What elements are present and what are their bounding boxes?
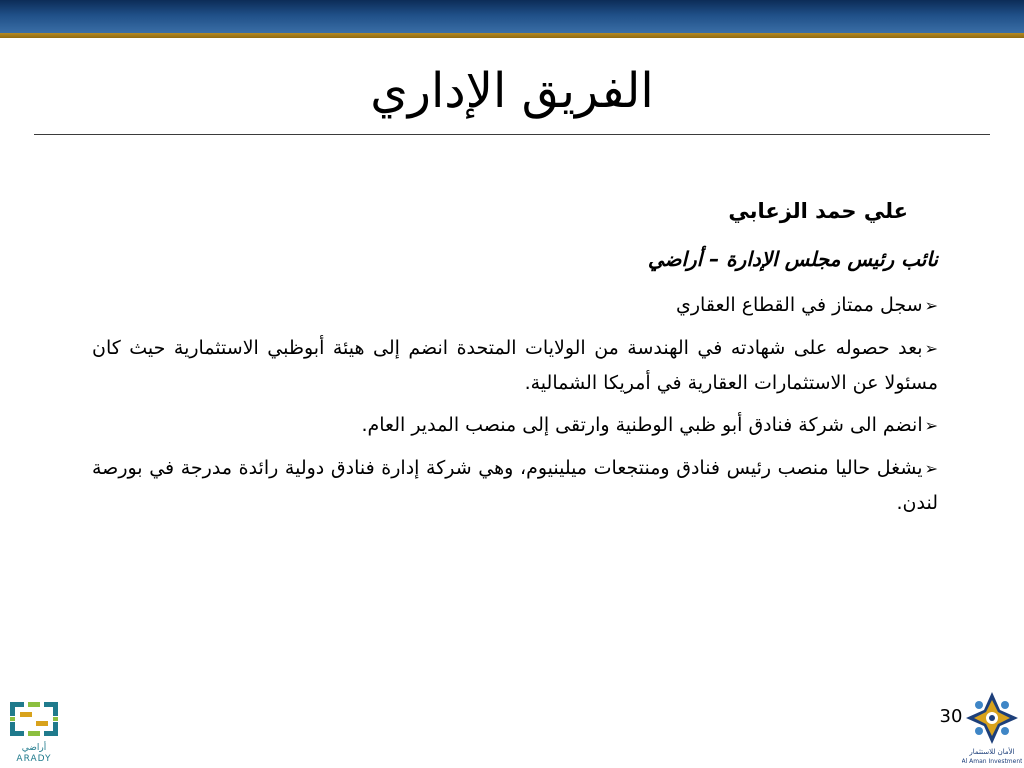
- bullet-arrow-icon: ➢: [924, 416, 938, 435]
- person-name: علي حمد الزعابي: [728, 199, 908, 223]
- header-bar: [0, 0, 1024, 33]
- al-aman-logo-english-text: Al Aman Investment: [962, 758, 1022, 765]
- bullet-item: [92, 408, 938, 443]
- bullet-item: [92, 451, 938, 520]
- title-divider: [34, 134, 990, 135]
- al-aman-logo-arabic-text: الأمان للاستثمار: [969, 748, 1015, 756]
- bullet-item: [92, 288, 938, 323]
- header-accent-stripe: [0, 33, 1024, 38]
- bullet-arrow-icon: ➢: [924, 339, 938, 358]
- arady-logo-english-text: ARADY: [16, 754, 52, 764]
- bullet-text: انضم الى شركة فنادق أبو ظبي الوطنية وارتقى إلى منصب المدير العام.: [361, 414, 923, 436]
- person-role: نائب رئيس مجلس الإدارة – أراضي: [647, 247, 938, 271]
- bullet-text: سجل ممتاز في القطاع العقاري: [676, 294, 923, 316]
- arady-logo-arabic-text: أراضي: [21, 743, 47, 753]
- bullet-text: يشغل حاليا منصب رئيس فنادق ومنتجعات ميلينيوم، وهي شركة إدارة فنادق دولية رائدة مدرجة في بورصة لندن.: [92, 457, 938, 514]
- arady-logo-icon: [8, 700, 60, 764]
- bullet-arrow-icon: ➢: [924, 459, 938, 478]
- al-aman-logo-icon: [962, 690, 1022, 766]
- slide-content: [92, 194, 938, 528]
- bullet-arrow-icon: ➢: [924, 296, 938, 315]
- page-number: 30: [939, 706, 963, 727]
- bullet-text: بعد حصوله على شهادته في الهندسة من الولايات المتحدة انضم إلى هيئة أبوظبي الاستثمارية حيث كان مسئولا عن الاستثمارات العقارية في أمريكا الشمالية.: [92, 337, 938, 394]
- slide-title: الفريق الإداري: [370, 63, 654, 119]
- bullet-item: [92, 331, 938, 400]
